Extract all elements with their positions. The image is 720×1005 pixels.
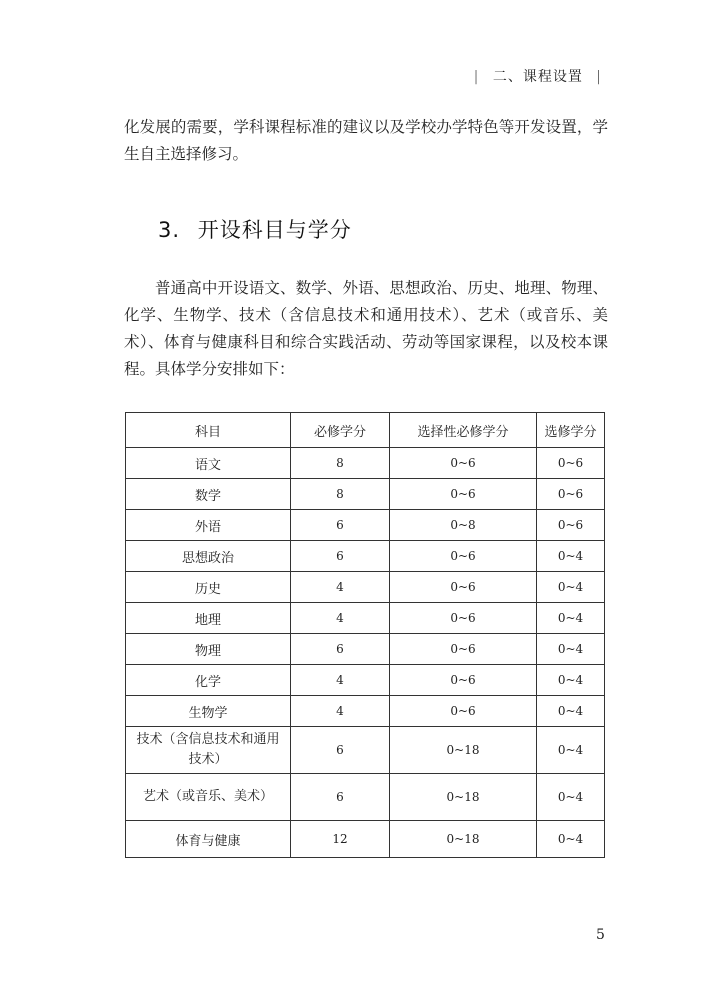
elective-cell: 0~4 [537, 821, 605, 858]
required-cell: 4 [291, 603, 390, 634]
required-cell: 8 [291, 448, 390, 479]
selective-required-cell: 0~6 [390, 572, 537, 603]
body-paragraph-text: 普通高中开设语文、数学、外语、思想政治、历史、地理、物理、化学、生物学、技术（含信息技术和通用技术）、艺术（或音乐、美术）、体育与健康科目和综合实践活动、劳动等国家课程，以及校本课程。具体学分安排如下： [124, 279, 608, 378]
elective-cell: 0~4 [537, 603, 605, 634]
elective-cell: 0~4 [537, 572, 605, 603]
header-subject: 科目 [126, 413, 291, 448]
elective-cell: 0~4 [537, 774, 605, 821]
selective-required-cell: 0~6 [390, 541, 537, 572]
required-cell: 6 [291, 541, 390, 572]
elective-cell: 0~4 [537, 727, 605, 774]
subject-cell: 技术（含信息技术和通用技术） [126, 727, 291, 774]
required-cell: 6 [291, 727, 390, 774]
subject-cell: 生物学 [126, 696, 291, 727]
running-head-right-bar: | [596, 69, 602, 85]
credits-table [125, 412, 605, 858]
section-heading [158, 214, 352, 244]
table-row [126, 448, 605, 479]
section-title: 开设科目与学分 [197, 218, 352, 242]
elective-cell: 0~4 [537, 634, 605, 665]
table-row [126, 603, 605, 634]
running-head [466, 66, 610, 86]
subject-cell: 物理 [126, 634, 291, 665]
subject-cell: 艺术（或音乐、美术） [126, 774, 291, 821]
table-row [126, 572, 605, 603]
required-cell: 12 [291, 821, 390, 858]
selective-required-cell: 0~6 [390, 665, 537, 696]
table-row [126, 634, 605, 665]
selective-required-cell: 0~6 [390, 479, 537, 510]
table-row [126, 541, 605, 572]
selective-required-cell: 0~18 [390, 821, 537, 858]
table-row [126, 727, 605, 774]
required-cell: 6 [291, 634, 390, 665]
required-cell: 4 [291, 696, 390, 727]
elective-cell: 0~6 [537, 510, 605, 541]
elective-cell: 0~4 [537, 696, 605, 727]
table-row [126, 665, 605, 696]
intro-paragraph-text: 化发展的需要，学科课程标准的建议以及学校办学特色等开发设置，学生自主选择修习。 [124, 118, 608, 163]
required-cell: 6 [291, 510, 390, 541]
table-row [126, 774, 605, 821]
subject-cell: 外语 [126, 510, 291, 541]
table-row [126, 821, 605, 858]
header-elective-credits: 选修学分 [537, 413, 605, 448]
selective-required-cell: 0~6 [390, 696, 537, 727]
elective-cell: 0~4 [537, 665, 605, 696]
table-header-row [126, 413, 605, 448]
required-cell: 8 [291, 479, 390, 510]
header-required-credits: 必修学分 [291, 413, 390, 448]
subject-cell: 历史 [126, 572, 291, 603]
intro-paragraph [124, 114, 608, 168]
selective-required-cell: 0~8 [390, 510, 537, 541]
subject-cell: 思想政治 [126, 541, 291, 572]
required-cell: 4 [291, 665, 390, 696]
required-cell: 4 [291, 572, 390, 603]
header-selective-required-credits: 选择性必修学分 [390, 413, 537, 448]
elective-cell: 0~6 [537, 479, 605, 510]
subject-cell: 语文 [126, 448, 291, 479]
table-row [126, 479, 605, 510]
subject-cell: 化学 [126, 665, 291, 696]
table-row [126, 696, 605, 727]
subject-cell: 体育与健康 [126, 821, 291, 858]
selective-required-cell: 0~18 [390, 727, 537, 774]
selective-required-cell: 0~6 [390, 603, 537, 634]
elective-cell: 0~6 [537, 448, 605, 479]
running-head-chapter: 二、课程设置 [492, 69, 583, 85]
subject-cell: 数学 [126, 479, 291, 510]
required-cell: 6 [291, 774, 390, 821]
body-paragraph [124, 275, 608, 383]
page-number: 5 [596, 927, 605, 943]
section-number: 3. [158, 218, 181, 242]
selective-required-cell: 0~6 [390, 448, 537, 479]
selective-required-cell: 0~18 [390, 774, 537, 821]
selective-required-cell: 0~6 [390, 634, 537, 665]
table-row [126, 510, 605, 541]
running-head-left-bar: | [473, 69, 480, 85]
elective-cell: 0~4 [537, 541, 605, 572]
subject-cell: 地理 [126, 603, 291, 634]
